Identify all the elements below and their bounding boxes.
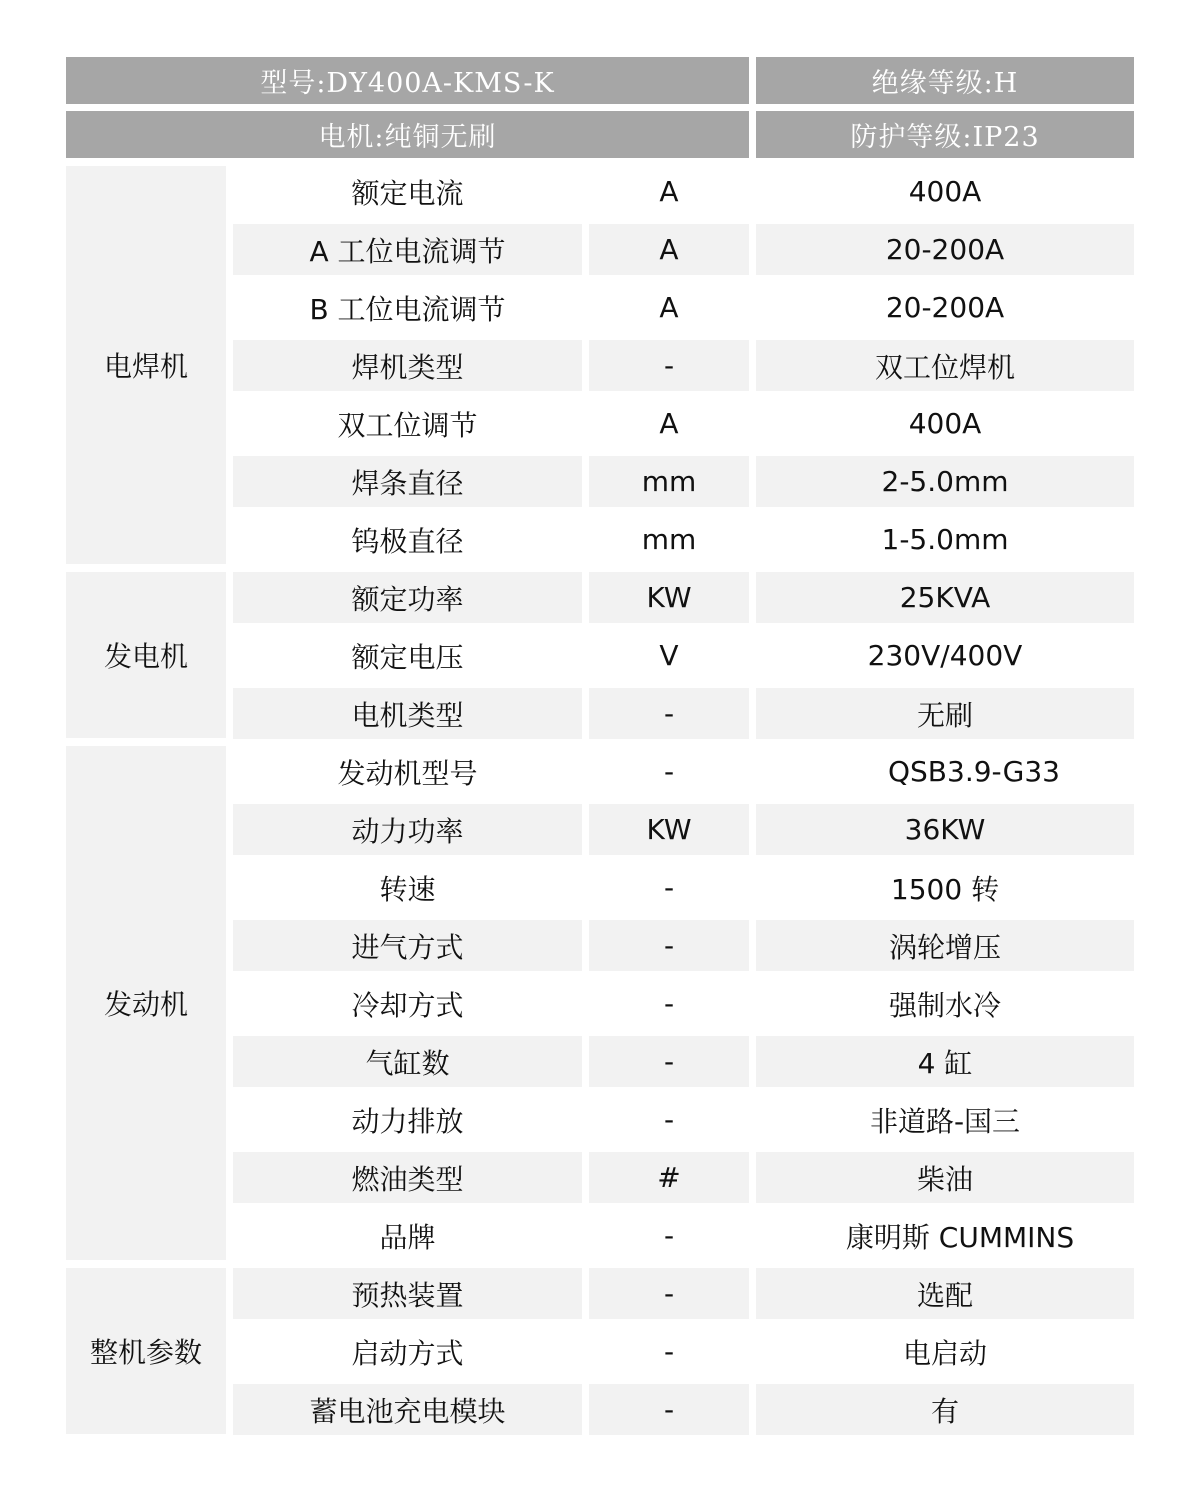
spec-name: 启动方式	[351, 1336, 464, 1370]
model-header: 型号:DY400A-KMS-K	[66, 57, 749, 104]
spec-name: 转速	[379, 872, 436, 906]
spec-unit: V	[659, 639, 679, 672]
spec-unit: -	[663, 1219, 675, 1252]
spec-value: 1500 转	[890, 872, 1000, 906]
spec-name: 焊条直径	[233, 456, 582, 507]
spec-unit: -	[589, 340, 749, 391]
spec-unit: A	[659, 291, 679, 324]
spec-value: 230V/400V	[867, 639, 1023, 672]
spec-name: 预热装置	[233, 1268, 582, 1319]
spec-unit: A	[659, 407, 679, 440]
spec-unit: -	[589, 688, 749, 739]
spec-name: 焊机类型	[233, 340, 582, 391]
spec-unit: -	[589, 1036, 749, 1087]
group-engine: 发动机	[66, 746, 226, 1260]
spec-name: 动力功率	[233, 804, 582, 855]
spec-value: 4 缸	[756, 1036, 1134, 1087]
spec-value: 柴油	[756, 1152, 1134, 1203]
spec-value: 400A	[908, 175, 982, 208]
spec-name: 气缸数	[233, 1036, 582, 1087]
spec-value: 非道路-国三	[869, 1104, 1021, 1138]
spec-name: A 工位电流调节	[233, 224, 582, 275]
spec-name: 双工位调节	[337, 408, 478, 442]
spec-value: 2-5.0mm	[756, 456, 1134, 507]
spec-value: 20-200A	[885, 291, 1005, 324]
spec-unit: -	[663, 1335, 675, 1368]
group-welder: 电焊机	[66, 166, 226, 564]
spec-name: 动力排放	[351, 1104, 464, 1138]
spec-unit: -	[663, 871, 675, 904]
spec-value: QSB3.9-G33	[887, 755, 1060, 788]
spec-value: 1-5.0mm	[881, 523, 1009, 556]
spec-unit: KW	[589, 572, 749, 623]
spec-value: 有	[756, 1384, 1134, 1435]
spec-unit: mm	[589, 456, 749, 507]
spec-name: B 工位电流调节	[309, 292, 506, 326]
spec-name: 钨极直径	[351, 524, 464, 558]
spec-name: 燃油类型	[233, 1152, 582, 1203]
spec-unit: -	[589, 1384, 749, 1435]
spec-value: 康明斯 CUMMINS	[845, 1220, 1075, 1254]
spec-name: 冷却方式	[351, 988, 464, 1022]
protection-header: 防护等级:IP23	[756, 111, 1134, 158]
group-machine: 整机参数	[66, 1268, 226, 1434]
spec-value: 双工位焊机	[756, 340, 1134, 391]
spec-value: 25KVA	[756, 572, 1134, 623]
spec-name: 发动机型号	[337, 756, 478, 790]
spec-unit: -	[663, 755, 675, 788]
spec-name: 额定功率	[233, 572, 582, 623]
spec-unit: -	[663, 987, 675, 1020]
spec-value: 涡轮增压	[756, 920, 1134, 971]
spec-unit: A	[659, 175, 679, 208]
spec-unit: mm	[641, 523, 697, 556]
spec-unit: KW	[589, 804, 749, 855]
spec-name: 额定电流	[351, 176, 464, 210]
spec-name: 额定电压	[351, 640, 464, 674]
insulation-header: 绝缘等级:H	[756, 57, 1134, 104]
spec-value: 20-200A	[756, 224, 1134, 275]
spec-value: 强制水冷	[888, 988, 1001, 1022]
spec-unit: #	[589, 1152, 749, 1203]
spec-name: 电机类型	[233, 688, 582, 739]
spec-value: 无刷	[756, 688, 1134, 739]
motor-header: 电机:纯铜无刷	[66, 111, 749, 158]
spec-unit: -	[663, 1103, 675, 1136]
spec-value: 400A	[908, 407, 982, 440]
spec-name: 蓄电池充电模块	[233, 1384, 582, 1435]
spec-value: 选配	[756, 1268, 1134, 1319]
spec-value: 电启动	[902, 1336, 987, 1370]
spec-name: 品牌	[379, 1220, 436, 1254]
spec-unit: -	[589, 920, 749, 971]
spec-unit: A	[589, 224, 749, 275]
group-generator: 发电机	[66, 572, 226, 738]
spec-value: 36KW	[756, 804, 1134, 855]
spec-name: 进气方式	[233, 920, 582, 971]
spec-unit: -	[589, 1268, 749, 1319]
